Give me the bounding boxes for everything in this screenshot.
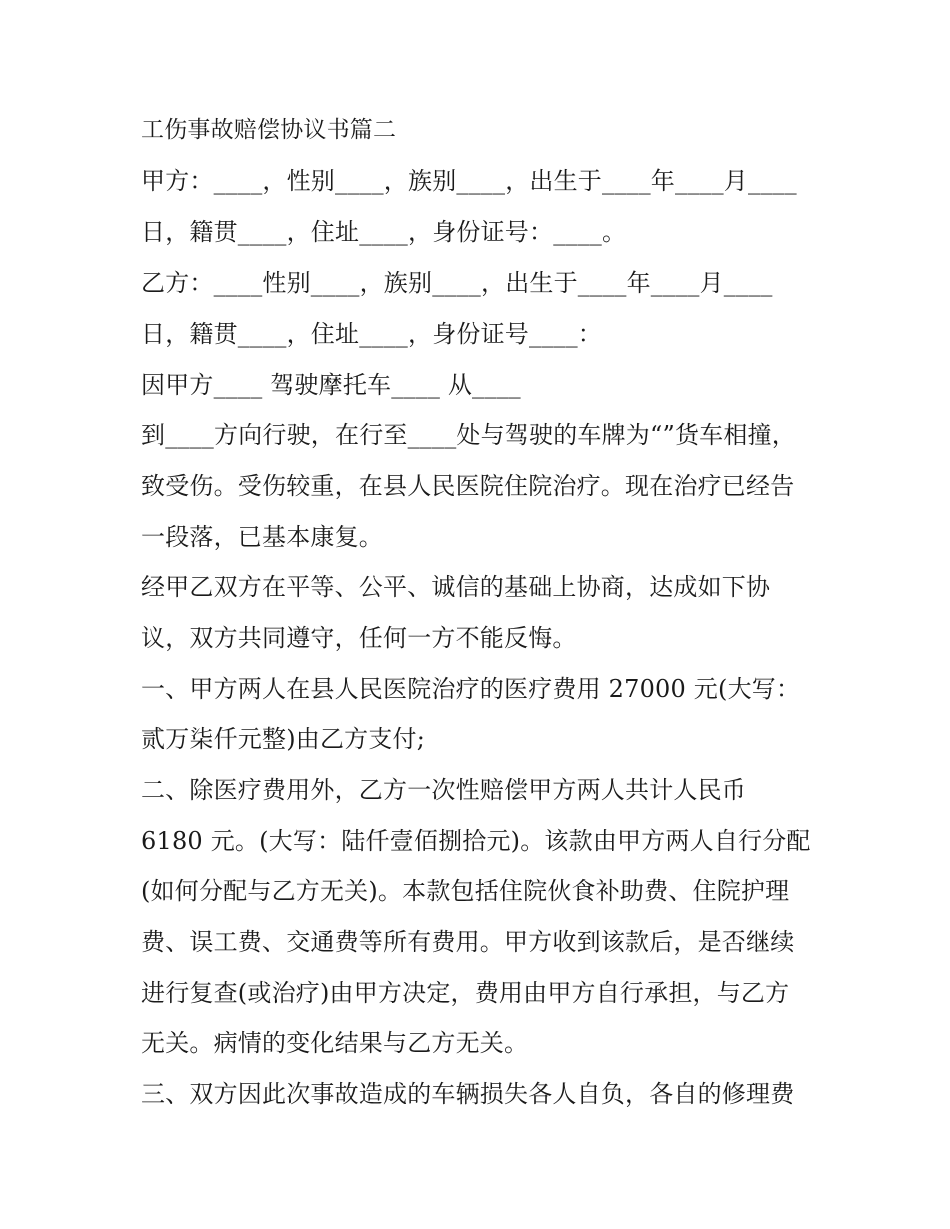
text-line-12: 贰万柒仟元整)由乙方支付; <box>141 725 426 753</box>
text-line-14: 6180 元。(大写：陆仟壹佰捌拾元)。该款由甲方两人自行分配 <box>141 827 811 855</box>
text-line-18: 无关。病情的变化结果与乙方无关。 <box>141 1029 529 1057</box>
text-line-6: 到____方向行驶，在行至____处与驾驶的车牌为“”货车相撞， <box>141 421 796 449</box>
text-line-2: 日，籍贯____，住址____，身份证号：____。 <box>141 218 627 246</box>
text-line-13: 二、除医疗费用外，乙方一次性赔偿甲方两人共计人民币 <box>141 776 746 804</box>
text-line-19: 三、双方因此次事故造成的车辆损失各人自负，各自的修理费 <box>141 1080 795 1108</box>
text-line-5: 因甲方____ 驾驶摩托车____ 从____ <box>141 371 521 399</box>
text-line-4: 日，籍贯____，住址____，身份证号____： <box>141 320 602 348</box>
text-line-16: 费、误工费、交通费等所有费用。甲方收到该款后，是否继续 <box>141 928 795 956</box>
text-line-11: 一、甲方两人在县人民医院治疗的医疗费用 27000 元(大写： <box>141 675 801 703</box>
text-line-10: 议，双方共同遵守，任何一方不能反悔。 <box>141 624 577 652</box>
text-line-8: 一段落，已基本康复。 <box>141 523 383 551</box>
text-line-15: (如何分配与乙方无关)。本款包括住院伙食补助费、住院护理 <box>141 877 790 905</box>
text-line-1: 甲方：____，性别____，族别____，出生于____年____月____ <box>141 167 797 195</box>
text-line-9: 经甲乙双方在平等、公平、诚信的基础上协商，达成如下协 <box>141 573 771 601</box>
text-line-17: 进行复查(或治疗)由甲方决定，费用由甲方自行承担，与乙方 <box>141 979 790 1007</box>
document-title: 工伤事故赔偿协议书篇二 <box>141 117 397 143</box>
text-line-7: 致受伤。受伤较重，在县人民医院住院治疗。现在治疗已经告 <box>141 472 795 500</box>
text-line-3: 乙方：____性别____，族别____，出生于____年____月____ <box>141 269 773 297</box>
